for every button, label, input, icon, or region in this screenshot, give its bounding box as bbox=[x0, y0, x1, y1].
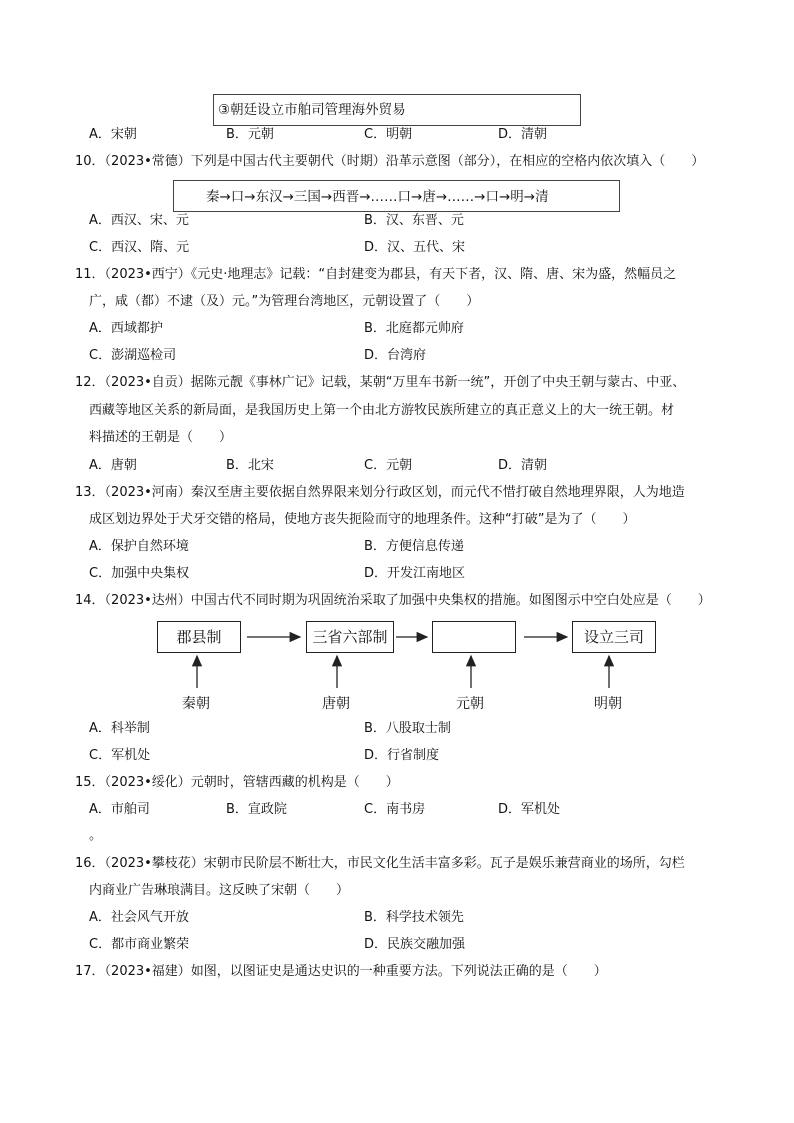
option-b: B．八股取士制 bbox=[364, 721, 451, 736]
option-b: B．元朝 bbox=[226, 127, 274, 142]
option-a: A．唐朝 bbox=[89, 458, 137, 473]
flow-box-ming: 设立三司 bbox=[572, 621, 656, 653]
option-b: B．方便信息传递 bbox=[364, 539, 464, 554]
option-c: C．都市商业繁荣 bbox=[89, 937, 190, 952]
option-a: A．市舶司 bbox=[89, 802, 150, 817]
question-12-stem-line2: 西藏等地区关系的新局面，是我国历史上第一个由北方游牧民族所建立的真正意义上的大一统王朝。材 bbox=[89, 403, 675, 418]
question-17-stem: 17．（2023•福建）如图，以图证史是通达史识的一种重要方法。下列说法正确的是（ ） bbox=[75, 964, 607, 979]
flow-box-qin: 郡县制 bbox=[157, 621, 241, 653]
option-a: A．西汉、宋、元 bbox=[89, 213, 189, 228]
question-10-stem: 10．（2023•常德）下列是中国古代主要朝代（时期）沿革示意图（部分），在相应的空格内依次填入（ ） bbox=[75, 154, 705, 169]
option-d: D．清朝 bbox=[498, 127, 548, 142]
option-c: C．军机处 bbox=[89, 748, 151, 763]
flow-label-qin: 秦朝 bbox=[182, 696, 210, 712]
trailing-mark: 。 bbox=[89, 828, 103, 843]
flow-label-tang: 唐朝 bbox=[322, 696, 350, 712]
question-13-stem-line1: 13．（2023•河南）秦汉至唐主要依据自然界限来划分行政区划，而元代不惜打破自然地理界限，人为地造 bbox=[75, 485, 685, 500]
option-c: C．西汉、隋、元 bbox=[89, 240, 190, 255]
option-a: A．科举制 bbox=[89, 721, 150, 736]
option-d: D．军机处 bbox=[498, 802, 561, 817]
question-11-stem-line1: 11．（2023•西宁）《元史·地理志》记载：“自封建变为郡县，有天下者，汉、隋、唐、宋为盛，然幅员之 bbox=[75, 267, 677, 282]
option-b: B．宣政院 bbox=[226, 802, 287, 817]
question-11-stem-line2: 广，咸（都）不逮（及）元。”为管理台湾地区，元朝设置了（ ） bbox=[89, 294, 480, 309]
flow-label-yuan: 元朝 bbox=[456, 696, 484, 712]
option-a: A．宋朝 bbox=[89, 127, 137, 142]
option-d: D．开发江南地区 bbox=[364, 566, 466, 581]
question-12-stem-line3: 料描述的王朝是（ ） bbox=[89, 430, 233, 445]
question-15-stem: 15．（2023•绥化）元朝时，管辖西藏的机构是（ ） bbox=[75, 775, 399, 790]
option-a: A．社会风气开放 bbox=[89, 910, 189, 925]
option-c: C．加强中央集权 bbox=[89, 566, 190, 581]
option-d: D．民族交融加强 bbox=[364, 937, 466, 952]
question-14-stem: 14．（2023•达州）中国古代不同时期为巩固统治采取了加强中央集权的措施。如图图示中空白处应是（ ） bbox=[75, 593, 711, 608]
option-b: B．汉、东晋、元 bbox=[364, 213, 464, 228]
option-c: C．明朝 bbox=[364, 127, 413, 142]
option-d: D．行省制度 bbox=[364, 748, 440, 763]
option-b: B．科学技术领先 bbox=[364, 910, 464, 925]
option-d: D．清朝 bbox=[498, 458, 548, 473]
dynasty-chain: 秦→口→东汉→三国→西晋→……口→唐→……→口→明→清 bbox=[206, 189, 549, 205]
option-a: A．保护自然环境 bbox=[89, 539, 189, 554]
quote-text: ③朝廷设立市舶司管理海外贸易 bbox=[218, 102, 406, 118]
flow-box-tang: 三省六部制 bbox=[306, 621, 394, 653]
option-b: B．北宋 bbox=[226, 458, 274, 473]
option-b: B．北庭都元帅府 bbox=[364, 321, 464, 336]
option-a: A．西域都护 bbox=[89, 321, 163, 336]
question-12-stem-line1: 12．（2023•自贡）据陈元靓《事林广记》记载，某朝“万里车书新一统”，开创了中央王朝与蒙古、中亚、 bbox=[75, 375, 686, 390]
question-16-stem-line2: 内商业广告琳琅满目。这反映了宋朝（ ） bbox=[89, 883, 350, 898]
option-c: C．澎湖巡检司 bbox=[89, 348, 177, 363]
option-c: C．元朝 bbox=[364, 458, 413, 473]
flow-label-ming: 明朝 bbox=[594, 696, 622, 712]
question-16-stem-line1: 16．（2023•攀枝花）宋朝市民阶层不断壮大，市民文化生活丰富多彩。瓦子是娱乐兼营商业的场所，勾栏 bbox=[75, 856, 685, 871]
option-d: D．汉、五代、宋 bbox=[364, 240, 466, 255]
option-d: D．台湾府 bbox=[364, 348, 427, 363]
option-c: C．南书房 bbox=[364, 802, 426, 817]
question-13-stem-line2: 成区划边界处于犬牙交错的格局，使地方丧失扼险而守的地理条件。这种“打破”是为了（ ） bbox=[89, 512, 636, 527]
